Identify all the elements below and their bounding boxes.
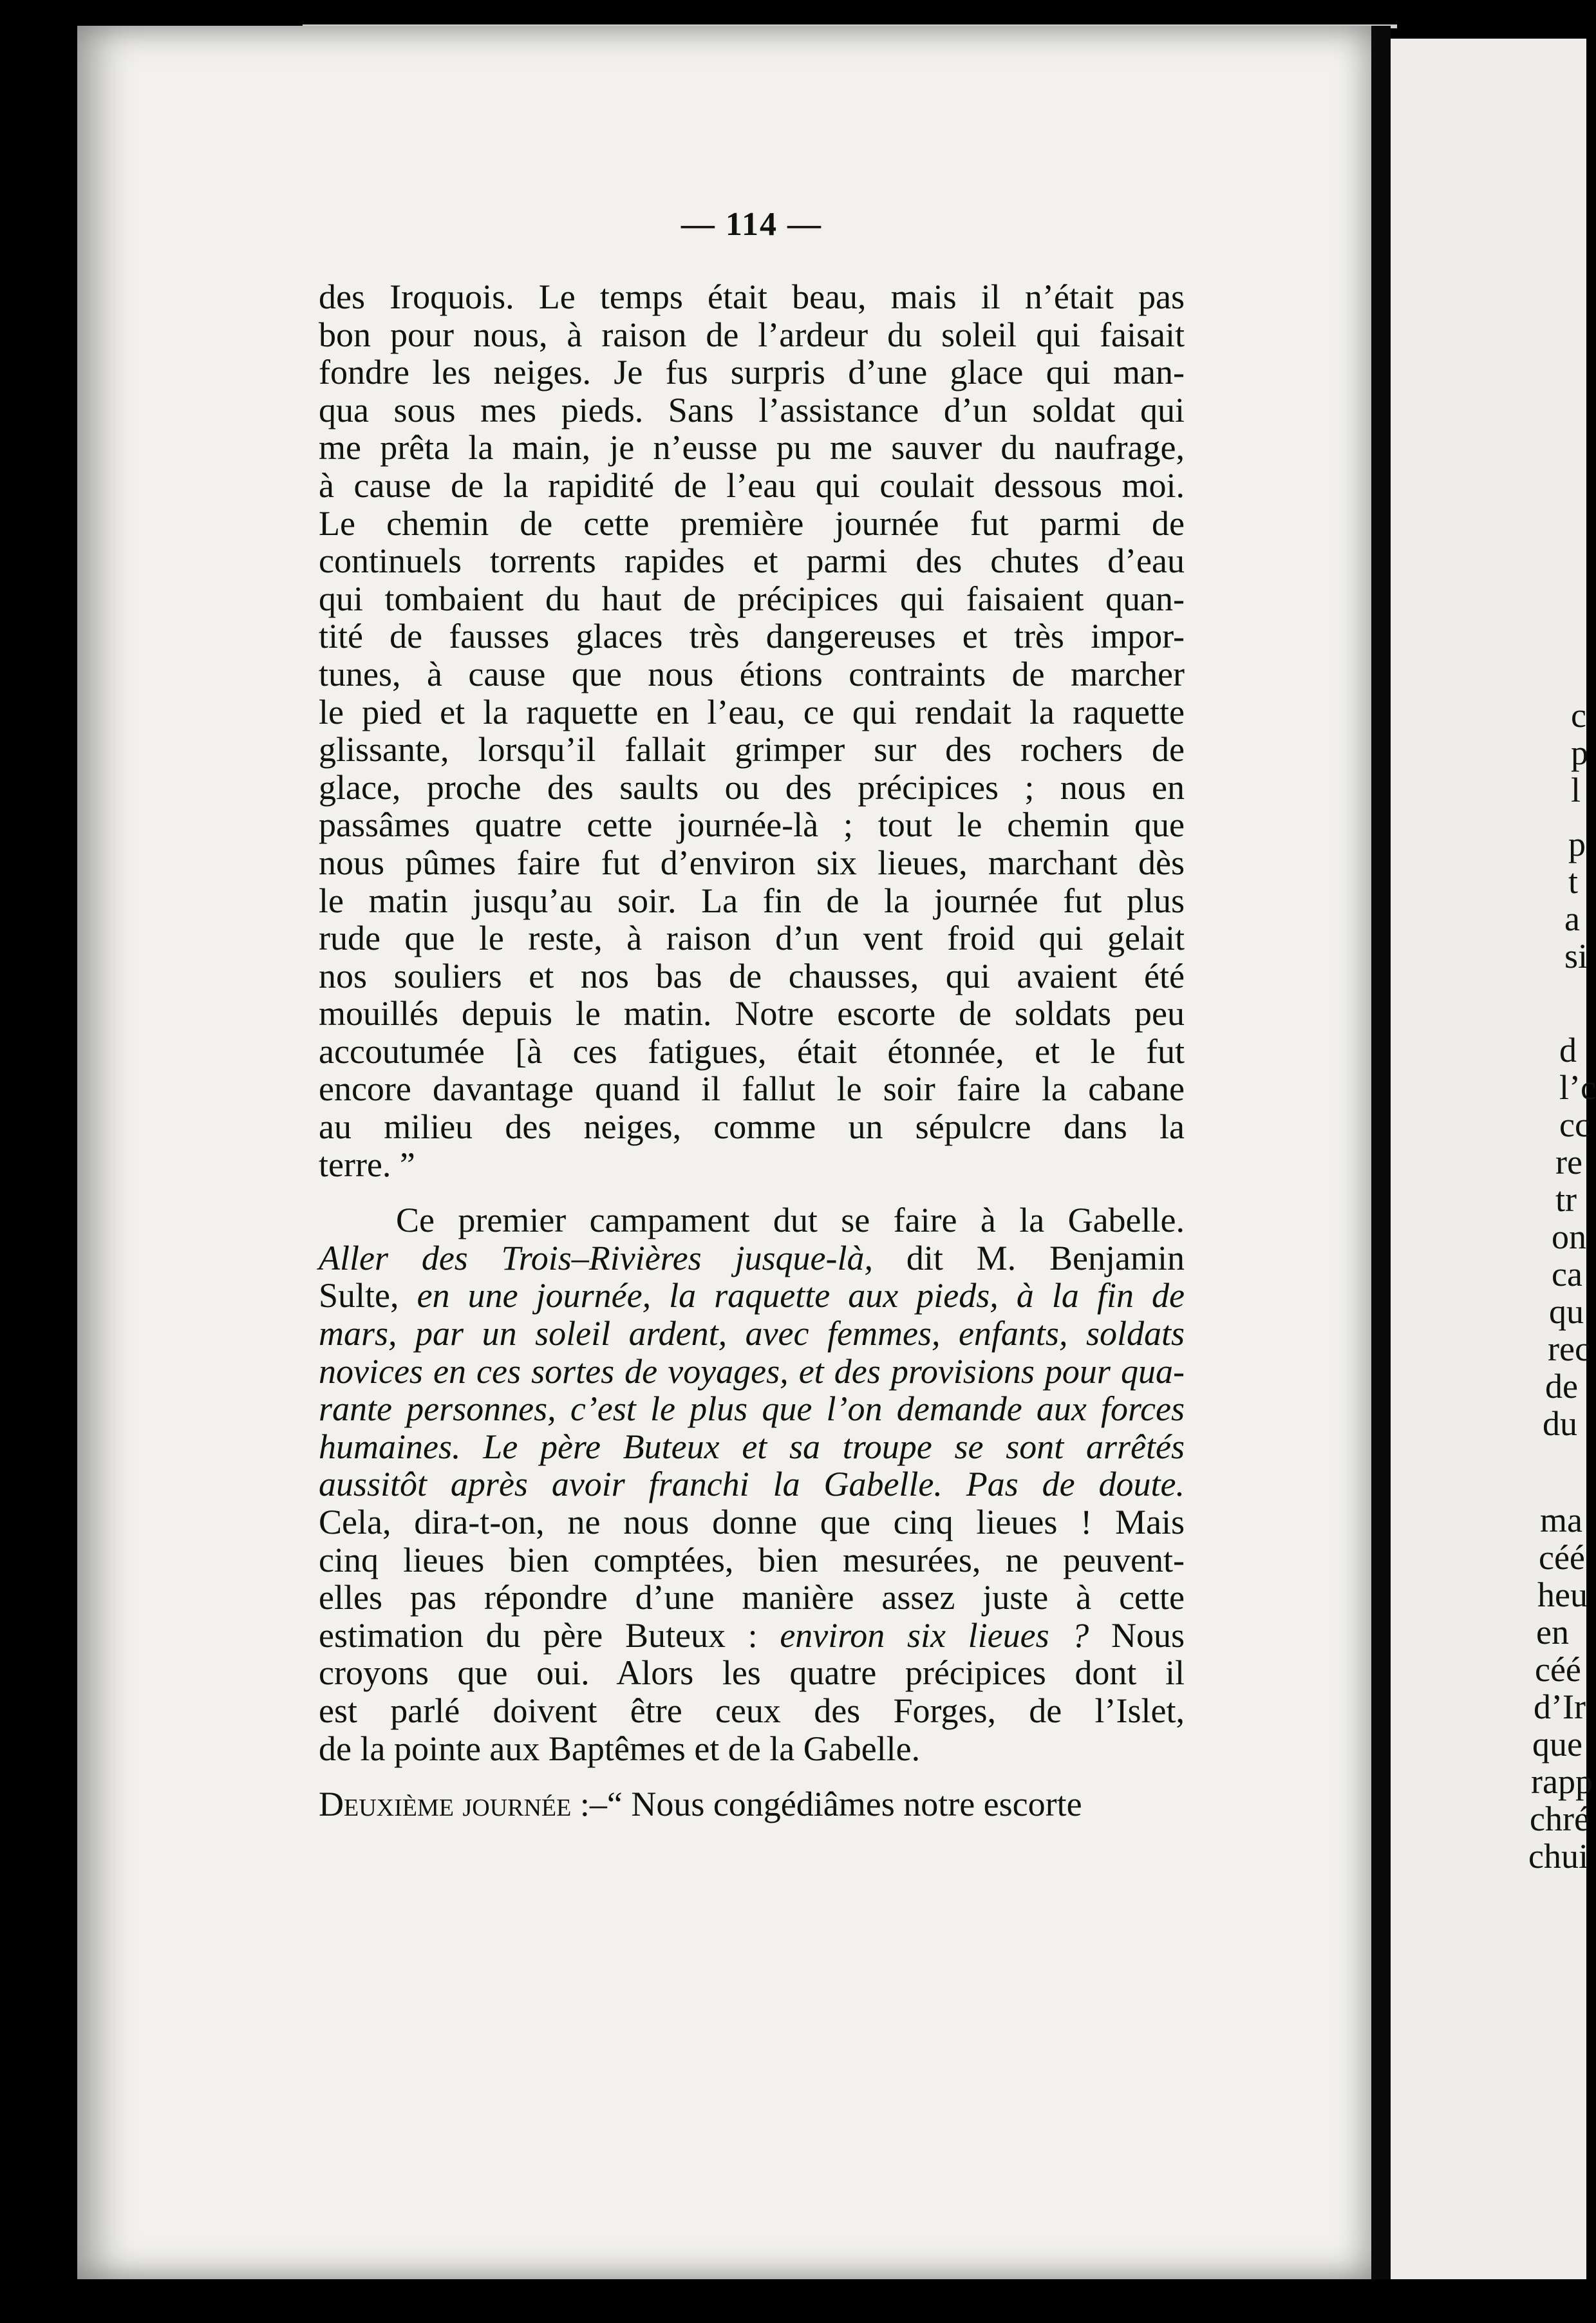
text-line: me prêta la main, je n’eusse pu me sauver du naufrage, [319,428,1185,467]
facing-fragment: que [1532,1725,1582,1763]
text-line: des Iroquois. Le temps était beau, mais il n’était pas [319,277,1185,316]
facing-fragment: chré [1530,1800,1590,1838]
text-line: de la pointe aux Baptêmes et de la Gabelle. [319,1729,921,1768]
section-heading: Deuxième journée [319,1785,572,1824]
text-line: aussitôt après avoir franchi la Gabelle. Pas de doute. [319,1465,1185,1504]
facing-fragment: du [1543,1404,1577,1443]
italic-quote: environ six lieues ? [780,1615,1089,1655]
text-line: terre. ” [319,1145,415,1184]
facing-page-text [1391,39,1596,2279]
paragraph-quote-continuation [319,278,1185,1183]
text-run: estimation du père Buteux : [319,1615,780,1655]
facing-fragment: tr [1555,1180,1577,1219]
facing-fragment: rapp [1531,1762,1593,1801]
text-line [319,1277,1185,1315]
facing-fragment: cc [1559,1105,1590,1144]
text-line: bon pour nous, à raison de l’ardeur du soleil qui faisait [319,315,1185,354]
text-line: Le chemin de cette première journée fut parmi de [319,503,1185,543]
text-line: encore davantage quand il fallut le soir faire la cabane [319,1069,1185,1109]
text-line [319,1785,1185,1823]
text-line: tunes, à cause que nous étions contraints de marcher [319,654,1185,693]
text-line: novices en ces sortes de voyages, et des provisions pour qua- [319,1351,1185,1391]
facing-fragment: céé [1539,1538,1585,1577]
facing-fragment: chui [1528,1837,1588,1876]
facing-fragment: p [1571,733,1588,772]
text-line: tité de fausses glaces très dangereuses et très impor- [319,617,1185,656]
facing-fragment: ma [1540,1501,1582,1539]
facing-fragment: qu [1549,1292,1584,1331]
book-page-right [1391,39,1596,2279]
text-line: à cause de la rapidité de l’eau qui coulait dessous moi. [319,466,1185,505]
facing-fragment: c [1571,696,1586,735]
text-line: fondre les neiges. Je fus surpris d’une glace qui man- [319,353,1185,392]
text-line: rante personnes, c’est le plus que l’on demande aux forces [319,1389,1185,1429]
facing-fragment: de [1545,1367,1578,1406]
italic-quote: Aller des Trois–Rivières jusque-là, [319,1238,873,1277]
facing-fragment: a [1564,899,1580,938]
text-line: croyons que oui. Alors les quatre précipices dont il [319,1653,1185,1693]
text-run: dit M. Benjamin [872,1238,1185,1277]
text-line: qui tombaient du haut de précipices qui faisaient quan- [319,579,1185,618]
text-line: continuels torrents rapides et parmi des chutes d’eau [319,541,1185,581]
italic-quote: en une journée, la raquette aux pieds, à la fin de [399,1276,1185,1315]
facing-fragment: céé [1535,1650,1581,1689]
text-run: Sulte, [319,1276,399,1315]
facing-fragment: l’c [1559,1068,1596,1107]
text-line [319,1239,1185,1277]
text-line: glace, proche des saults ou des précipices ; nous en [319,767,1185,807]
text-line: passâmes quatre cette journée-là ; tout le chemin que [319,805,1185,845]
facing-fragment: si [1564,937,1588,975]
text-line: glissante, lorsqu’il fallait grimper sur des rochers de [319,730,1185,769]
facing-fragment: t [1568,862,1579,901]
text-run: Nous [1089,1615,1185,1655]
facing-fragment: heu [1537,1575,1588,1614]
text-line: Cela, dira-t-on, ne nous donne que cinq lieues ! Mais [319,1503,1185,1541]
text-line: Ce premier campament dut se faire à la Gabelle. [396,1201,1185,1240]
text-line: accoutumée [à ces fatigues, était étonnée, et le fut [319,1031,1185,1071]
text-line: est parlé doivent être ceux des Forges, de l’Islet, [319,1691,1185,1730]
text-line: humaines. Le père Buteux et sa troupe se sont arrêtés [319,1427,1185,1466]
facing-fragment: en [1536,1613,1569,1651]
facing-fragment: rec [1548,1330,1590,1368]
text-line: le matin jusqu’au soir. La fin de la journée fut plus [319,881,1185,920]
page-number: — 114 — [681,206,823,243]
paragraph-gap [319,1767,1185,1785]
paragraph-gap [319,1183,1185,1201]
text-line: nous pûmes faire fut d’environ six lieues, marchant dès [319,843,1185,882]
text-run: :–“ Nous congédiâmes notre escorte [571,1785,1082,1824]
facing-fragment: on [1552,1218,1586,1256]
facing-fragment: re [1555,1143,1582,1181]
facing-fragment: l [1571,771,1581,809]
text-line: qua sous mes pieds. Sans l’assistance d’un soldat qui [319,390,1185,429]
book-gutter [1371,26,1391,2279]
facing-fragment: d [1559,1031,1577,1069]
text-line: le pied et la raquette en l’eau, ce qui rendait la raquette [319,692,1185,731]
facing-fragment: d’Ir [1534,1688,1586,1726]
paragraph-second-day [319,1785,1185,1823]
text-line: au milieu des neiges, comme un sépulcre dans la [319,1107,1185,1147]
facing-fragment: ca [1552,1255,1582,1293]
text-line: elles pas répondre d’une manière assez juste à cette [319,1578,1185,1617]
text-line: cinq lieues bien comptées, bien mesurées, ne peuvent- [319,1540,1185,1579]
text-line: mars, par un soleil ardent, avec femmes, enfants, soldats [319,1314,1185,1353]
text-line: rude que le reste, à raison d’un vent froid qui gelait [319,919,1185,958]
text-line: mouillés depuis le matin. Notre escorte de soldats peu [319,994,1185,1033]
facing-fragment: p [1568,825,1586,863]
paragraph-commentary [319,1201,1185,1767]
body-text [319,278,1185,1823]
text-line [319,1617,1185,1655]
text-line: nos souliers et nos bas de chausses, qui avaient été [319,956,1185,995]
